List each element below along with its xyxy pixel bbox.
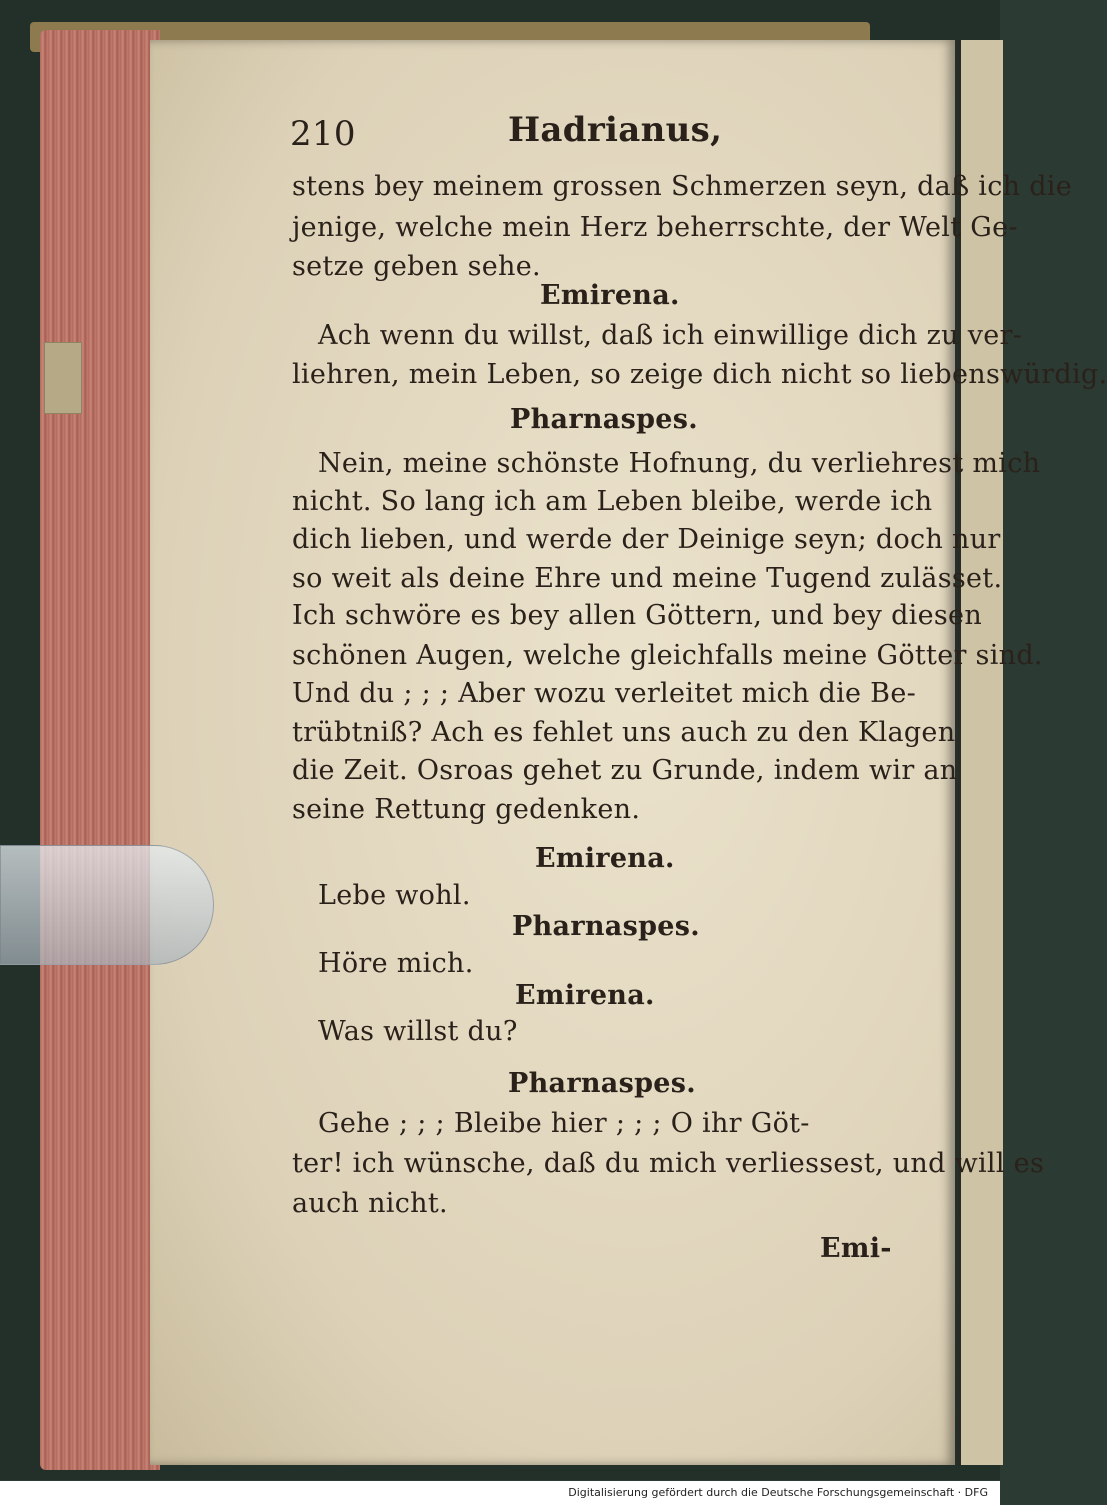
- funding-credit: Digitalisierung gefördert durch die Deutsche Forschungsgemeinschaft · DFG: [568, 1486, 988, 1499]
- running-title: Hadrianus,: [508, 110, 723, 150]
- text-line: seine Rettung gedenken.: [292, 794, 641, 825]
- text-line: liehren, mein Leben, so zeige dich nicht so liebenswürdig.: [292, 359, 1107, 390]
- text-line: schönen Augen, welche gleichfalls meine Götter sind.: [292, 640, 1043, 671]
- text-line: Ich schwöre es bey allen Göttern, und bey diesen: [292, 600, 983, 631]
- page-holder-clip: [0, 845, 214, 965]
- facing-page-edge: [958, 40, 1003, 1465]
- speaker-label: Pharnaspes.: [512, 911, 700, 942]
- speaker-label: Emirena.: [515, 980, 655, 1011]
- text-line: Ach wenn du willst, daß ich einwillige dich zu ver-: [318, 320, 1023, 351]
- speaker-label: Emirena.: [540, 280, 680, 311]
- text-line: Und du ; ; ; Aber wozu verleitet mich die Be-: [292, 678, 917, 709]
- text-line: trübtniß? Ach es fehlet uns auch zu den Klagen: [292, 717, 956, 748]
- text-line: Nein, meine schönste Hofnung, du verliehrest mich: [318, 448, 1041, 479]
- bookmark-tab: [44, 342, 82, 414]
- speaker-label: Pharnaspes.: [510, 404, 698, 435]
- catchword: Emi-: [820, 1233, 892, 1264]
- text-line: so weit als deine Ehre und meine Tugend zulässet.: [292, 563, 1003, 594]
- page-number: 210: [290, 114, 356, 154]
- text-line: auch nicht.: [292, 1188, 448, 1219]
- footer-bar: [0, 1481, 1000, 1505]
- text-line: stens bey meinem grossen Schmerzen seyn, daß ich die: [292, 171, 1073, 202]
- speaker-label: Pharnaspes.: [508, 1068, 696, 1099]
- text-line: jenige, welche mein Herz beherrschte, der Welt Ge-: [292, 212, 1018, 243]
- text-line: ter! ich wünsche, daß du mich verliessest, und will es: [292, 1148, 1045, 1179]
- text-line: Lebe wohl.: [318, 880, 471, 911]
- text-line: Gehe ; ; ; Bleibe hier ; ; ; O ihr Göt-: [318, 1108, 810, 1139]
- text-line: nicht. So lang ich am Leben bleibe, werde ich: [292, 486, 933, 517]
- page-block-edge: [40, 30, 160, 1470]
- text-line: Was willst du?: [318, 1016, 518, 1047]
- speaker-label: Emirena.: [535, 843, 675, 874]
- text-line: die Zeit. Osroas gehet zu Grunde, indem wir an: [292, 755, 958, 786]
- text-line: Höre mich.: [318, 948, 474, 979]
- text-line: setze geben sehe.: [292, 251, 541, 282]
- text-line: dich lieben, und werde der Deinige seyn; doch nur: [292, 524, 1001, 555]
